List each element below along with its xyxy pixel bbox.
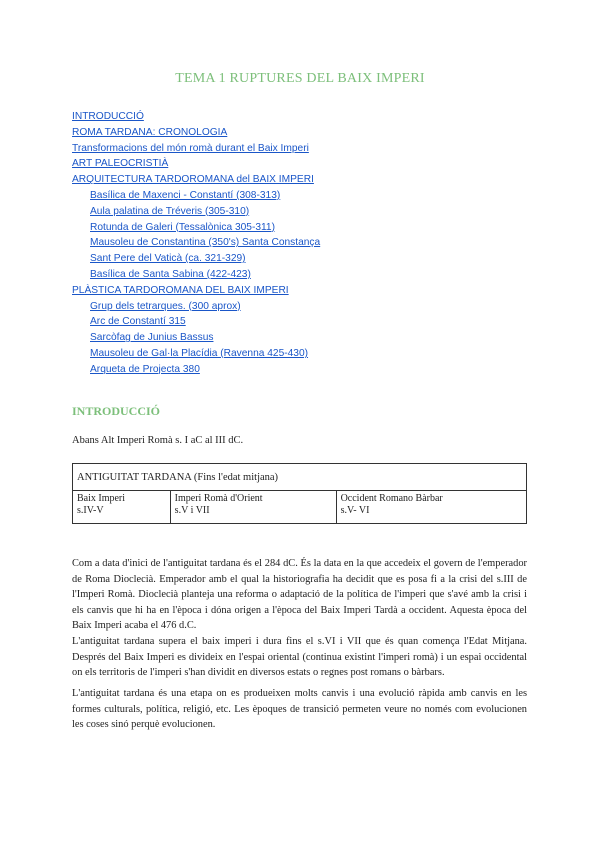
cell-period: s.V- VI: [340, 505, 370, 516]
cell-name: Baix Imperi: [77, 493, 126, 504]
toc-sublink[interactable]: Grup dels tetrarques. (300 aprox): [90, 300, 241, 312]
toc-link[interactable]: PLÀSTICA TARDOROMANA DEL BAIX IMPERI: [72, 284, 289, 296]
toc-link[interactable]: Transformacions del món romà durant el Baix Imperi: [72, 142, 309, 154]
period-table: [72, 463, 527, 524]
toc-link[interactable]: ARQUITECTURA TARDOROMANA del BAIX IMPERI: [72, 174, 314, 186]
intro-text: Abans Alt Imperi Romà s. I aC al III dC.: [72, 435, 244, 446]
cell-period: s.IV-V: [77, 505, 104, 516]
toc-sublink[interactable]: Basílica de Maxenci - Constantí (308-313): [90, 189, 281, 201]
toc-link[interactable]: ROMA TARDANA: CRONOLOGIA: [72, 126, 228, 138]
table-cell: [336, 491, 526, 524]
toc-sublink[interactable]: Basílica de Santa Sabina (422-423): [90, 268, 251, 280]
cell-period: s.V i VII: [174, 505, 210, 516]
page-title: TEMA 1 RUPTURES DEL BAIX IMPERI: [175, 71, 425, 86]
toc-link[interactable]: ART PALEOCRISTIÀ: [72, 158, 169, 170]
toc-sublink[interactable]: Sant Pere del Vaticà (ca. 321-329): [90, 253, 246, 265]
table-of-contents: [72, 109, 532, 378]
cell-name: Imperi Romà d'Orient: [174, 493, 263, 504]
body-paragraph: [72, 556, 527, 681]
toc-link[interactable]: INTRODUCCIÓ: [72, 111, 144, 122]
paragraph-text: L'antiguitat tardana supera el baix imperi i dura fins el s.VI i VII que és quan comença l'Edat Mitjana. Després del Baix Imperi es divideix en l'espai oriental (continua existint l'imperi romà) i un espai occidental on els territoris de l'imperi s'han dividit en diversos estats o regnes post romans o bàrbars.: [72, 635, 527, 679]
body-paragraph: L'antiguitat tardana és una etapa on es produeixen molts canvis i una evolució ràpida amb canvis en les formes culturals, política, religió, etc. Les èpoques de transició permeten veure no només com evolucionen les coses sinó perquè evolucionen.: [72, 688, 527, 731]
table-cell: [170, 491, 336, 524]
section-heading-introduccio: INTRODUCCIÓ: [72, 404, 161, 418]
toc-sublink[interactable]: Arqueta de Projecta 380: [90, 363, 200, 375]
toc-sublink[interactable]: Arc de Constantí 315: [90, 316, 186, 328]
toc-sublink[interactable]: Sarcòfag de Junius Bassus: [90, 332, 214, 344]
toc-sublink[interactable]: Aula palatina de Tréveris (305-310): [90, 205, 250, 217]
cell-name: Occident Romano Bàrbar: [340, 493, 443, 504]
table-header: ANTIGUITAT TARDANA (Fins l'edat mitjana): [73, 464, 527, 491]
toc-sublink[interactable]: Mausoleu de Gal·la Placídia (Ravenna 425-430): [90, 347, 309, 359]
toc-sublink[interactable]: Rotunda de Galeri (Tessalònica 305-311): [90, 221, 275, 233]
paragraph-text: Com a data d'inici de l'antiguitat tardana és el 284 dC. És la data en la que accedeix el govern de l'emperador de Roma Dioclecià. Emperador amb el qual la historiografia ha decidit que es posa fi a la crisi del s.III de l'Imperi Romà. Dioclecià planteja una reforma o adaptació de la política de l'imperi que s'avé amb la crisi i els canvis que hi ha en l'època i dóna origen a l'època del Baix Imperi Tardà a occident. Aquesta època del Baix Imperi acaba el 476 d.C.: [72, 558, 527, 632]
toc-sublink[interactable]: Mausoleu de Constantina (350's) Santa Constança: [90, 237, 321, 249]
table-cell: [73, 491, 171, 524]
